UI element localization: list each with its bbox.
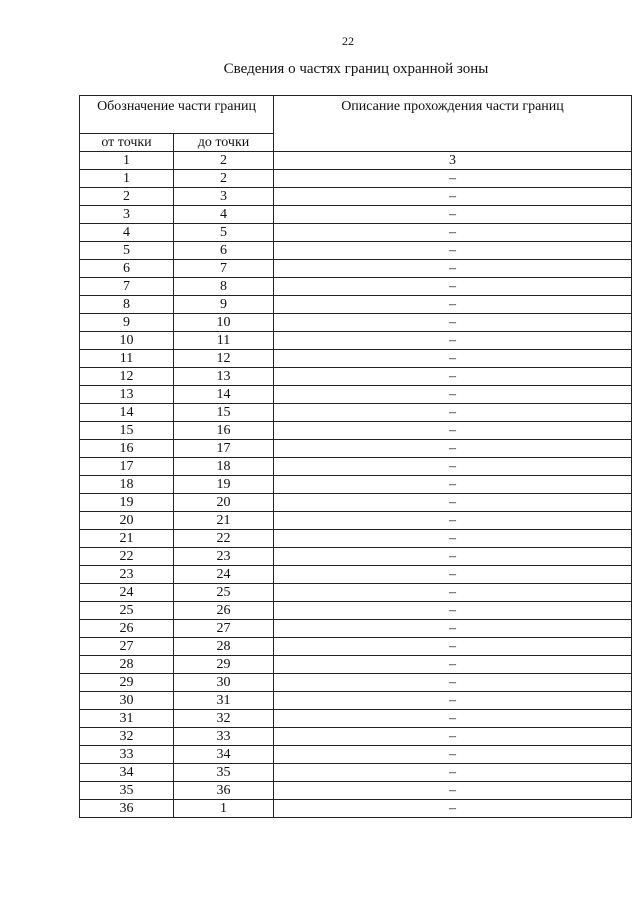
to-point-cell: 27: [174, 620, 274, 638]
to-point-cell: 23: [174, 548, 274, 566]
from-point-cell: 2: [80, 188, 174, 206]
description-cell: –: [274, 422, 632, 440]
from-point-cell: 14: [80, 404, 174, 422]
description-cell: –: [274, 656, 632, 674]
to-point-cell: 19: [174, 476, 274, 494]
to-point-cell: 15: [174, 404, 274, 422]
from-point-cell: 6: [80, 260, 174, 278]
from-point-cell: 19: [80, 494, 174, 512]
description-cell: –: [274, 224, 632, 242]
to-point-cell: 4: [174, 206, 274, 224]
description-cell: –: [274, 782, 632, 800]
description-cell: –: [274, 386, 632, 404]
description-cell: –: [274, 206, 632, 224]
from-point-cell: 36: [80, 800, 174, 818]
from-point-cell: 29: [80, 674, 174, 692]
description-cell: –: [274, 404, 632, 422]
from-point-cell: 31: [80, 710, 174, 728]
from-point-cell: 18: [80, 476, 174, 494]
from-point-cell: 17: [80, 458, 174, 476]
table-row: [80, 512, 632, 530]
from-point-cell: 24: [80, 584, 174, 602]
index-cell: 2: [174, 152, 274, 170]
table-row: [80, 278, 632, 296]
to-point-cell: 30: [174, 674, 274, 692]
table-row: [80, 692, 632, 710]
to-point-cell: 33: [174, 728, 274, 746]
table-row: [80, 332, 632, 350]
to-point-cell: 25: [174, 584, 274, 602]
from-point-cell: 30: [80, 692, 174, 710]
table-row: [80, 440, 632, 458]
table-row: [80, 728, 632, 746]
description-cell: –: [274, 350, 632, 368]
to-point-cell: 14: [174, 386, 274, 404]
description-cell: –: [274, 602, 632, 620]
from-point-cell: 7: [80, 278, 174, 296]
table-row: [80, 494, 632, 512]
table-row: [80, 674, 632, 692]
table-row: [80, 242, 632, 260]
to-point-cell: 10: [174, 314, 274, 332]
to-point-cell: 6: [174, 242, 274, 260]
table-row: [80, 296, 632, 314]
to-point-cell: 31: [174, 692, 274, 710]
description-cell: –: [274, 278, 632, 296]
description-cell: –: [274, 458, 632, 476]
description-cell: –: [274, 728, 632, 746]
to-point-cell: 24: [174, 566, 274, 584]
to-point-cell: 21: [174, 512, 274, 530]
to-point-cell: 12: [174, 350, 274, 368]
description-cell: –: [274, 566, 632, 584]
from-point-cell: 28: [80, 656, 174, 674]
from-point-cell: 11: [80, 350, 174, 368]
from-point-cell: 9: [80, 314, 174, 332]
to-point-cell: 28: [174, 638, 274, 656]
description-cell: –: [274, 584, 632, 602]
table-row: [80, 422, 632, 440]
to-point-cell: 20: [174, 494, 274, 512]
description-cell: –: [274, 314, 632, 332]
description-cell: –: [274, 620, 632, 638]
description-cell: –: [274, 512, 632, 530]
table-row: [80, 548, 632, 566]
page-number: 22: [342, 34, 354, 48]
table-row: [80, 656, 632, 674]
to-point-cell: 22: [174, 530, 274, 548]
to-point-cell: 2: [174, 170, 274, 188]
table-row: [80, 638, 632, 656]
from-point-cell: 33: [80, 746, 174, 764]
description-cell: –: [274, 440, 632, 458]
from-point-cell: 20: [80, 512, 174, 530]
to-point-cell: 7: [174, 260, 274, 278]
table-row: [80, 800, 632, 818]
from-point-cell: 12: [80, 368, 174, 386]
description-cell: –: [274, 530, 632, 548]
from-point-cell: 34: [80, 764, 174, 782]
to-point-cell: 11: [174, 332, 274, 350]
from-point-cell: 13: [80, 386, 174, 404]
to-point-cell: 9: [174, 296, 274, 314]
from-point-cell: 15: [80, 422, 174, 440]
table-row: [80, 260, 632, 278]
description-cell: –: [274, 710, 632, 728]
table-body: [80, 170, 632, 818]
table-row: [80, 314, 632, 332]
to-point-cell: 36: [174, 782, 274, 800]
index-cell: 1: [80, 152, 174, 170]
header-to-point: до точки: [174, 134, 274, 152]
description-cell: –: [274, 764, 632, 782]
to-point-cell: 8: [174, 278, 274, 296]
from-point-cell: 25: [80, 602, 174, 620]
to-point-cell: 13: [174, 368, 274, 386]
from-point-cell: 5: [80, 242, 174, 260]
description-cell: –: [274, 800, 632, 818]
table-row: [80, 746, 632, 764]
table-row: [80, 566, 632, 584]
column-index-row: [80, 152, 632, 170]
from-point-cell: 32: [80, 728, 174, 746]
to-point-cell: 16: [174, 422, 274, 440]
table-row: [80, 710, 632, 728]
from-point-cell: 3: [80, 206, 174, 224]
description-cell: –: [274, 368, 632, 386]
table-row: [80, 350, 632, 368]
to-point-cell: 29: [174, 656, 274, 674]
boundary-parts-table: [79, 95, 632, 818]
description-cell: –: [274, 242, 632, 260]
header-description: Описание прохождения части границ: [274, 96, 632, 152]
description-cell: –: [274, 260, 632, 278]
description-cell: –: [274, 170, 632, 188]
index-cell: 3: [274, 152, 632, 170]
from-point-cell: 16: [80, 440, 174, 458]
from-point-cell: 21: [80, 530, 174, 548]
from-point-cell: 8: [80, 296, 174, 314]
to-point-cell: 1: [174, 800, 274, 818]
description-cell: –: [274, 296, 632, 314]
table-row: [80, 782, 632, 800]
from-point-cell: 26: [80, 620, 174, 638]
to-point-cell: 32: [174, 710, 274, 728]
description-cell: –: [274, 188, 632, 206]
table-row: [80, 224, 632, 242]
from-point-cell: 22: [80, 548, 174, 566]
from-point-cell: 10: [80, 332, 174, 350]
table-row: [80, 458, 632, 476]
from-point-cell: 4: [80, 224, 174, 242]
description-cell: –: [274, 746, 632, 764]
from-point-cell: 23: [80, 566, 174, 584]
table-row: [80, 368, 632, 386]
to-point-cell: 5: [174, 224, 274, 242]
table-row: [80, 206, 632, 224]
header-boundary-part: Обозначение части границ: [80, 96, 274, 134]
description-cell: –: [274, 494, 632, 512]
description-cell: –: [274, 674, 632, 692]
table-row: [80, 188, 632, 206]
table-row: [80, 476, 632, 494]
table-row: [80, 386, 632, 404]
description-cell: –: [274, 332, 632, 350]
from-point-cell: 35: [80, 782, 174, 800]
table-row: [80, 530, 632, 548]
description-cell: –: [274, 476, 632, 494]
description-cell: –: [274, 638, 632, 656]
table-row: [80, 404, 632, 422]
table-row: [80, 584, 632, 602]
description-cell: –: [274, 548, 632, 566]
table-row: [80, 620, 632, 638]
table-row: [80, 170, 632, 188]
to-point-cell: 26: [174, 602, 274, 620]
from-point-cell: 1: [80, 170, 174, 188]
to-point-cell: 34: [174, 746, 274, 764]
document-title: Сведения о частях границ охранной зоны: [223, 61, 489, 77]
header-from-point: от точки: [80, 134, 174, 152]
to-point-cell: 17: [174, 440, 274, 458]
description-cell: –: [274, 692, 632, 710]
to-point-cell: 18: [174, 458, 274, 476]
to-point-cell: 3: [174, 188, 274, 206]
to-point-cell: 35: [174, 764, 274, 782]
table-row: [80, 602, 632, 620]
from-point-cell: 27: [80, 638, 174, 656]
table-row: [80, 764, 632, 782]
